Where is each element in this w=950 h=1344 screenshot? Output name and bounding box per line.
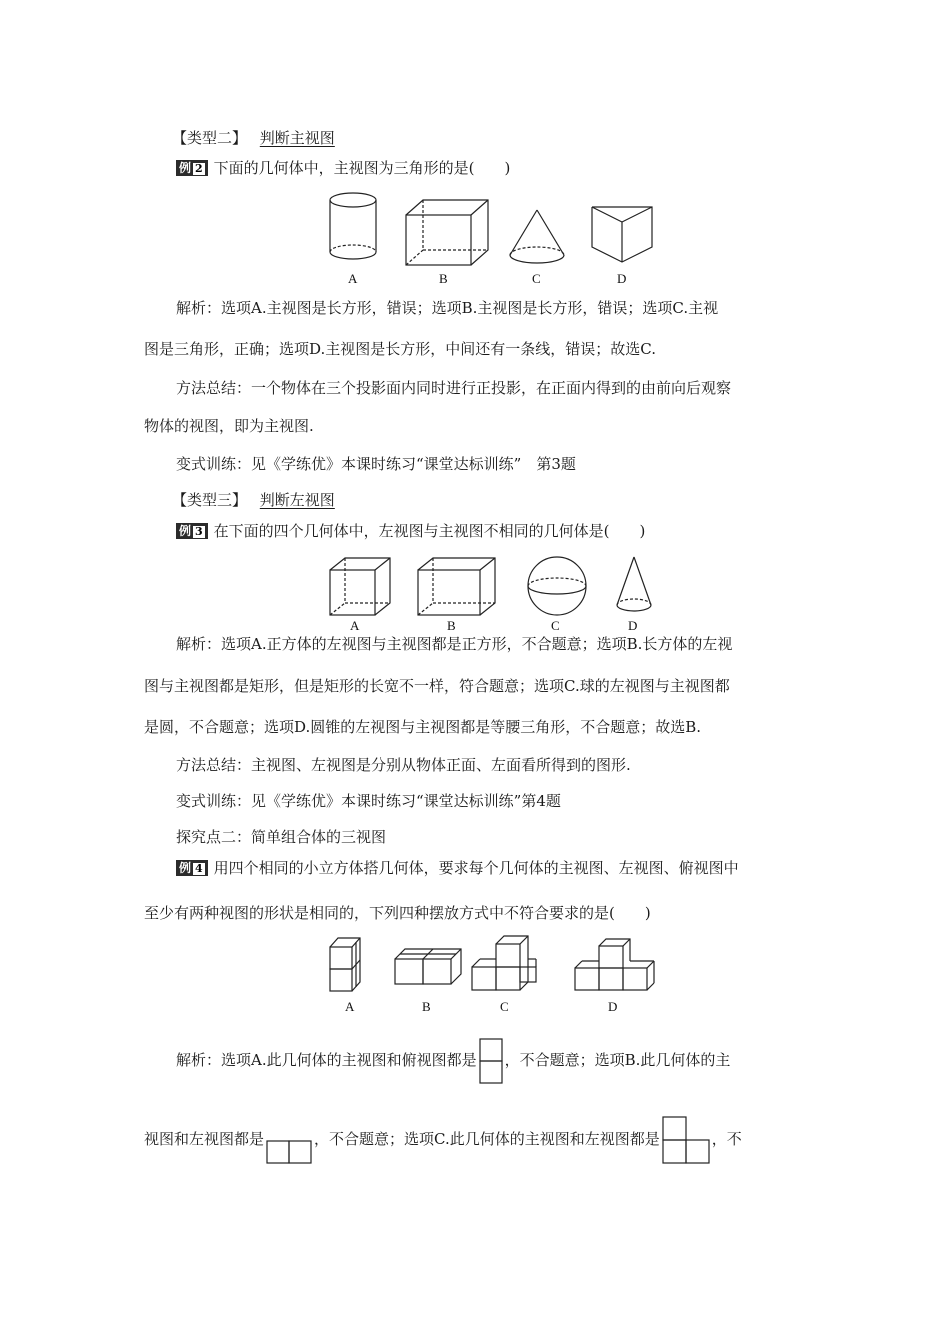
ex2-label-b: B: [439, 271, 448, 286]
ex3-solids-figure: [325, 553, 665, 635]
ex2-method-1: 方法总结：一个物体在三个投影面内同时进行正投影，在正面内得到的由前向后观察: [176, 379, 732, 397]
ex3-analysis-3: 是圆，不合题意；选项D.圆锥的左视图与主视图都是等腰三角形，不合题意；故选B.: [144, 718, 702, 736]
ex3-label-c: C: [551, 618, 560, 633]
ex4-label-a: A: [345, 999, 355, 1014]
ex3-analysis-2: 图与主视图都是矩形，但是矩形的长宽不一样，符合题意；选项C.球的左视图与主视图都: [144, 677, 730, 695]
type2-bracket: 【类型二】: [172, 129, 248, 147]
example-badge: 例 4: [176, 860, 208, 876]
ex3-practice: 变式训练：见《学练优》本课时练习“课堂达标训练”第4题: [176, 792, 561, 810]
ex4-label-d: D: [608, 999, 618, 1014]
example-badge: 例 3: [176, 523, 208, 539]
ex2-question: 下面的几何体中，主视图为三角形的是( ): [213, 159, 511, 177]
ex4-label-c: C: [500, 999, 509, 1014]
two-horizontal-squares-icon: [266, 1140, 312, 1164]
l-shape-squares-icon: [662, 1116, 710, 1164]
ex3-label-b: B: [447, 618, 456, 633]
ex3-label-a: A: [350, 618, 360, 633]
ex4-analysis-1: [176, 1036, 730, 1084]
example-badge: 例 2: [176, 160, 208, 176]
ex2-method-2: 物体的视图，即为主视图.: [144, 417, 314, 435]
type3-heading: [172, 490, 335, 510]
ex4-label-b: B: [422, 999, 431, 1014]
ex2-label-d: D: [617, 271, 627, 286]
ex2-question-line: [176, 158, 510, 178]
ex2-label-a: A: [348, 271, 358, 286]
ex3-question: 在下面的四个几何体中，左视图与主视图不相同的几何体是( ): [213, 522, 646, 540]
ex3-question-line: [176, 521, 645, 541]
ex2-practice: 变式训练：见《学练优》本课时练习“课堂达标训练” 第3题: [176, 455, 576, 473]
type3-bracket: 【类型三】: [172, 491, 248, 509]
ex4-cubes-figure: [325, 932, 665, 1017]
ex2-analysis-2: 图是三角形，正确；选项D.主视图是长方形，中间还有一条线，错误；故选C.: [144, 340, 656, 358]
two-vertical-squares-icon: [479, 1038, 503, 1084]
ex4-analysis-1b: ，不合题意；选项B.此几何体的主: [504, 1051, 731, 1069]
type3-title: 判断左视图: [259, 491, 335, 509]
ex2-solids-figure: [320, 190, 670, 290]
ex4-analysis-1a: 解析：选项A.此几何体的主视图和俯视图都是: [176, 1051, 477, 1069]
ex4-analysis-2c: ，不: [711, 1130, 742, 1148]
ex2-analysis-1: 解析：选项A.主视图是长方形，错误；选项B.主视图是长方形，错误；选项C.主视: [176, 299, 719, 317]
ex4-analysis-2b: ，不合题意；选项C.此几何体的主视图和左视图都是: [314, 1130, 660, 1148]
ex4-question-2: 至少有两种视图的形状是相同的，下列四种摆放方式中不符合要求的是( ): [144, 904, 651, 922]
ex2-label-c: C: [532, 271, 541, 286]
ex4-question-1: 用四个相同的小立方体搭几何体，要求每个几何体的主视图、左视图、俯视图中: [213, 859, 739, 877]
ex4-analysis-2: [144, 1114, 742, 1164]
ex4-question-line-1: [176, 858, 739, 878]
point2-heading: 探究点二：简单组合体的三视图: [176, 828, 387, 846]
ex3-label-d: D: [628, 618, 638, 633]
type2-title: 判断主视图: [259, 129, 335, 147]
ex3-method: 方法总结：主视图、左视图是分别从物体正面、左面看所得到的图形.: [176, 756, 631, 774]
ex4-analysis-2a: 视图和左视图都是: [144, 1130, 265, 1148]
type2-heading: [172, 128, 335, 148]
ex3-analysis-1: 解析：选项A.正方体的左视图与主视图都是正方形，不合题意；选项B.长方体的左视: [176, 635, 733, 653]
